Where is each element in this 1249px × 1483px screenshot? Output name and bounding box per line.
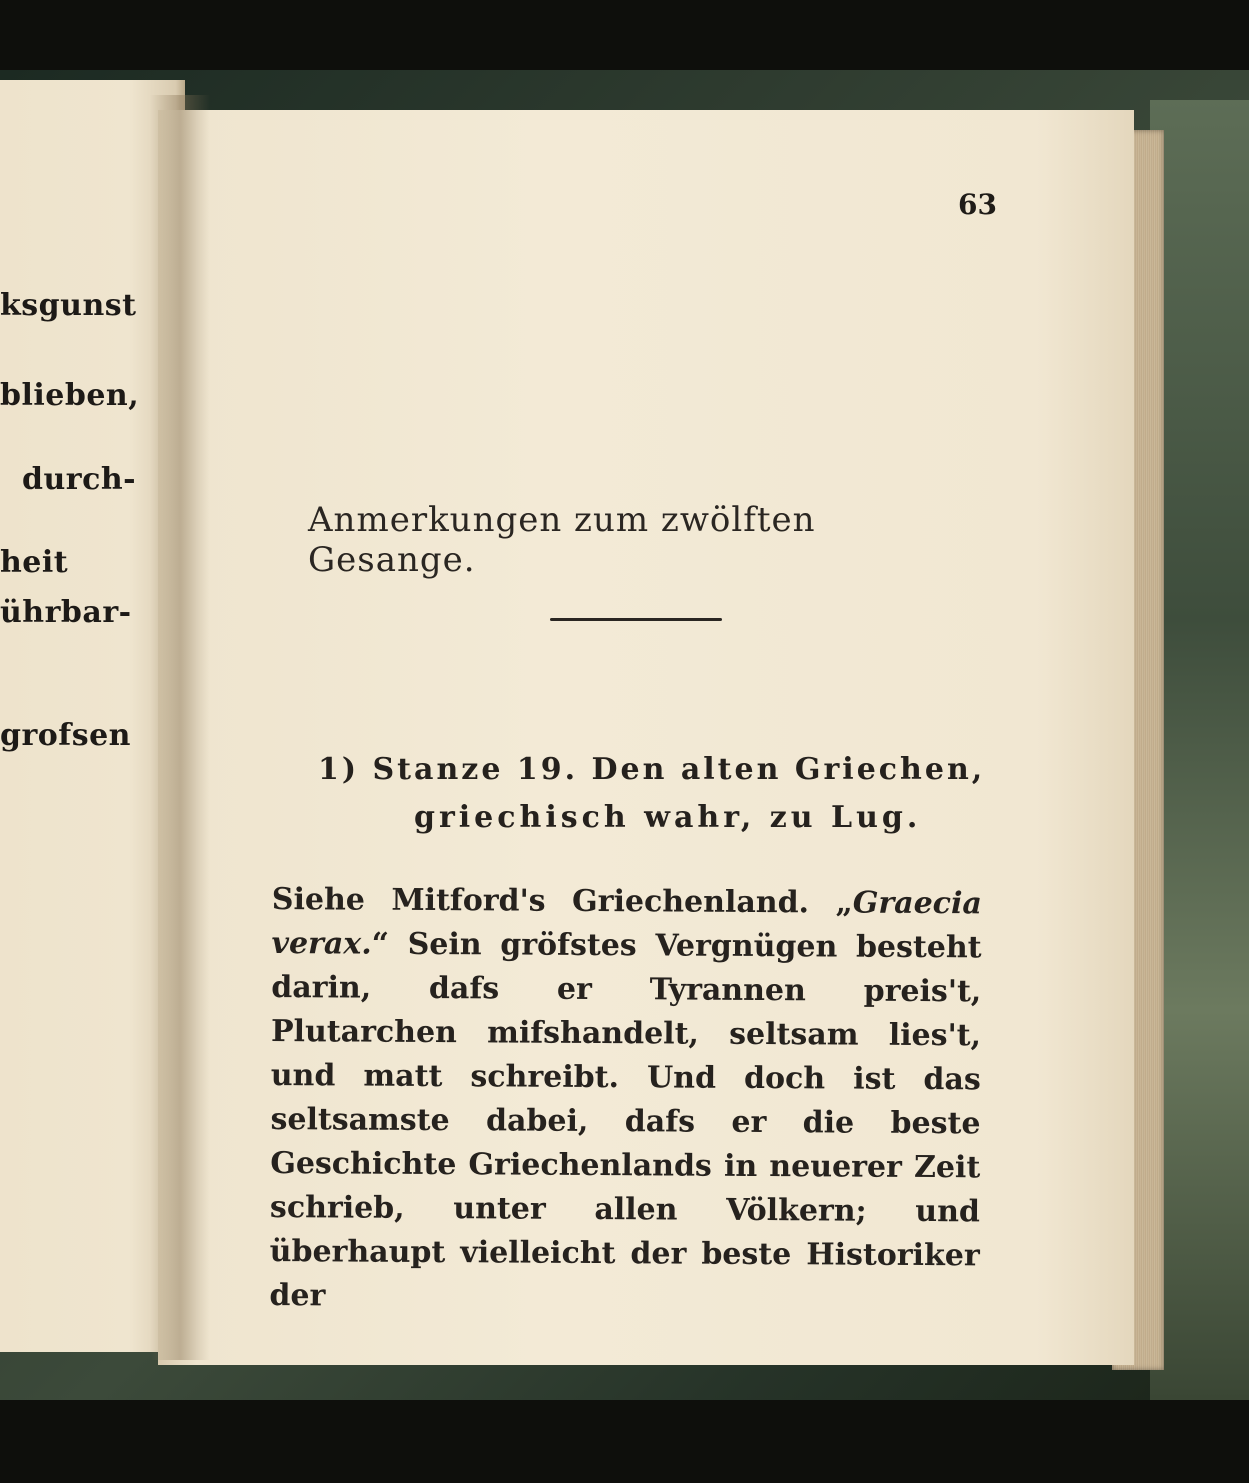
heading-rule: [550, 618, 722, 621]
left-line: blieben,: [0, 378, 140, 413]
book-cover-edge: [1150, 100, 1249, 1400]
body-text-rest: “ Sein gröfstes Vergnügen besteht darin, dafs er Tyrannen preis't, Plutarchen mifshandelt, seltsam lies't, und matt schreibt. Und doch ist das seltsamste dabei, dafs er die beste Geschichte Griechenlands in neuerer Zeit schrieb, unter allen Völkern; und überhaupt vielleicht der beste Historiker der: [269, 926, 982, 1314]
left-line: heit: [0, 545, 69, 580]
left-line: durch-: [22, 462, 137, 497]
left-line: ührbar-: [0, 595, 132, 630]
body-italic-phrase: Graecia verax.: [271, 885, 982, 962]
left-line: ksgunst: [0, 288, 137, 323]
page-number: 63: [958, 188, 997, 221]
left-page-text: [0, 0, 185, 1483]
body-text-start: Siehe Mitford's Griechenland. „: [271, 881, 853, 921]
note-reference: 1) Stanze 19. Den alten Griechen,: [318, 752, 986, 787]
note-quote: griechisch wahr, zu Lug.: [414, 800, 922, 835]
note-body: [269, 878, 982, 1322]
left-line: grofsen: [0, 718, 131, 753]
section-heading: Anmerkungen zum zwölften Gesange.: [308, 500, 816, 580]
